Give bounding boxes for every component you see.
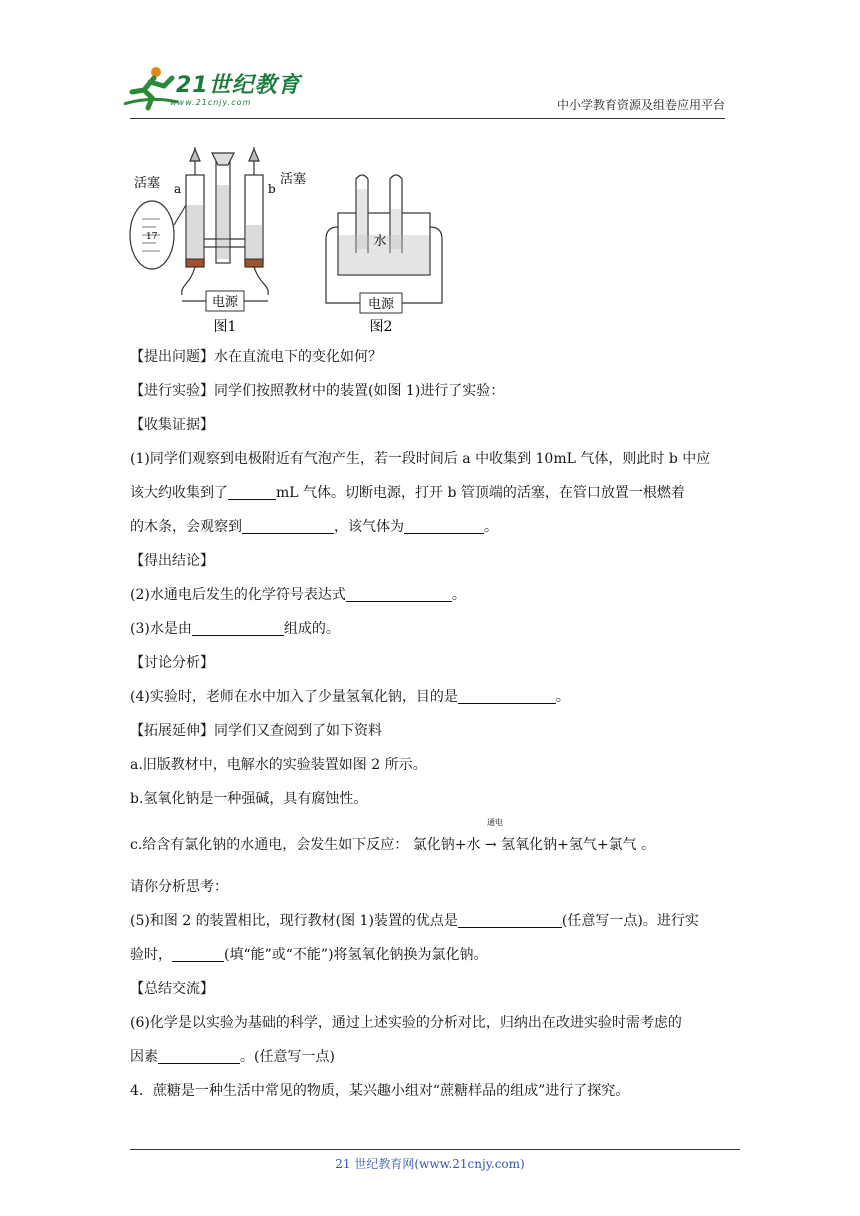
question-content	[130, 340, 730, 1108]
electrolysis-apparatus-diagram	[120, 135, 450, 340]
fig2-water-label: 水	[373, 234, 387, 249]
item-2-text: (2)水通电后发生的化学符号表达式	[130, 587, 346, 603]
logo-url: www.21cnjy.com	[170, 98, 252, 107]
item-6-text: 。(任意写一点)	[240, 1049, 335, 1065]
answer-blank-3[interactable]	[404, 517, 484, 534]
footer-divider	[130, 1149, 740, 1150]
answer-blank-2[interactable]	[242, 517, 334, 534]
section-experiment: 【进行实验】同学们按照教材中的装置(如图 1)进行了实验：	[130, 383, 505, 399]
header-divider	[130, 118, 725, 119]
item-5-text: (任意写一点)。进行实	[561, 913, 699, 929]
fig1-left-stopcock-label: 活塞	[134, 176, 161, 191]
item-1-text: mL 气体。切断电源，打开 b 管顶端的活塞，在管口放置一根燃着	[276, 485, 685, 501]
item-1-line-1: (1)同学们观察到电极附近有气泡产生，若一段时间后 a 中收集到 10mL 气体，则此时 b 中应	[130, 451, 711, 467]
fig2-source-label: 电源	[367, 297, 395, 312]
item-5-text: 验时，	[130, 947, 172, 963]
tube-b-label: b	[268, 182, 276, 196]
item-1-line-2	[130, 476, 730, 510]
section-problem: 【提出问题】水在直流电下的变化如何？	[130, 349, 382, 365]
item-2	[130, 578, 730, 612]
item-6-line-1: (6)化学是以实验为基础的科学，通过上述实验的分析对比，归纳出在改进实验时需考虑的	[130, 1015, 682, 1031]
fig1-right-stopcock-label: 活塞	[280, 172, 307, 187]
section-summary: 【总结交流】	[130, 981, 214, 997]
platform-title: 中小学教育资源及组卷应用平台	[556, 98, 725, 112]
experiment-figure	[120, 135, 450, 340]
info-b: b.氢氧化钠是一种强碱，具有腐蚀性。	[130, 791, 368, 807]
section-conclusion: 【得出结论】	[130, 553, 214, 569]
item-1-text: 的木条，会观察到	[130, 519, 242, 535]
reaction-products: 氢氧化钠+氢气+氯气 。	[501, 837, 656, 853]
item-4-text: (4)实验时，老师在水中加入了少量氢氧化钠，目的是	[130, 689, 458, 705]
question-4: 4．蔗糖是一种生活中常见的物质，某兴趣小组对“蔗糖样品的组成”进行了探究。	[130, 1083, 630, 1099]
site-logo	[120, 62, 320, 118]
item-1-text: 该大约收集到了	[130, 485, 228, 501]
answer-blank-7[interactable]	[458, 911, 562, 928]
item-6-line-2	[130, 1040, 730, 1074]
item-4-text: 。	[555, 689, 570, 705]
answer-blank-4[interactable]	[346, 585, 452, 602]
answer-blank-8[interactable]	[172, 945, 224, 962]
item-5-text: (5)和图 2 的装置相比，现行教材(图 1)装置的优点是	[130, 913, 458, 929]
reaction-arrow: 通电 →	[485, 828, 497, 862]
fig2-caption: 图2	[369, 319, 393, 335]
item-4	[130, 680, 730, 714]
fig1-source-label: 电源	[211, 295, 239, 310]
page-header	[120, 62, 740, 120]
magnifier-scale-label: 17	[146, 232, 158, 242]
item-1-text: 。	[484, 519, 498, 535]
section-discussion: 【讨论分析】	[130, 655, 214, 671]
info-c-text: c.给含有氯化钠的水通电，会发生如下反应：	[130, 837, 409, 853]
tube-a-label: a	[174, 182, 182, 196]
logo-text: 21世纪教育	[176, 73, 301, 98]
item-5-text: (填“能”或“不能”)将氢氧化钠换为氯化钠。	[224, 947, 488, 963]
item-5-line-2	[130, 938, 730, 972]
page-footer: 21 世纪教育网(www.21cnjy.com)	[335, 1157, 525, 1171]
section-extend: 【拓展延伸】同学们又查阅到了如下资料	[130, 723, 382, 739]
item-1-line-3	[130, 510, 730, 544]
item-3-text: 组成的。	[283, 621, 340, 637]
info-a: a.旧版教材中，电解水的实验装置如图 2 所示。	[130, 757, 427, 773]
info-c	[130, 816, 730, 870]
reaction-text	[130, 818, 656, 862]
answer-blank-9[interactable]	[158, 1047, 240, 1064]
think-prompt: 请你分析思考：	[130, 879, 228, 895]
fig1-caption: 图1	[213, 319, 237, 335]
answer-blank-6[interactable]	[458, 687, 556, 704]
item-2-text: 。	[451, 587, 466, 603]
answer-blank-1[interactable]	[228, 483, 276, 500]
item-1-text: ，该气体为	[334, 519, 404, 535]
item-3-text: (3)水是由	[130, 621, 192, 637]
reaction-condition: 通电	[486, 818, 503, 827]
item-3	[130, 612, 730, 646]
section-collect: 【收集证据】	[130, 417, 214, 433]
reaction-reactants: 氯化钠+水	[412, 837, 481, 853]
item-5-line-1	[130, 904, 730, 938]
answer-blank-5[interactable]	[192, 619, 284, 636]
item-6-text: 因素	[130, 1049, 158, 1065]
